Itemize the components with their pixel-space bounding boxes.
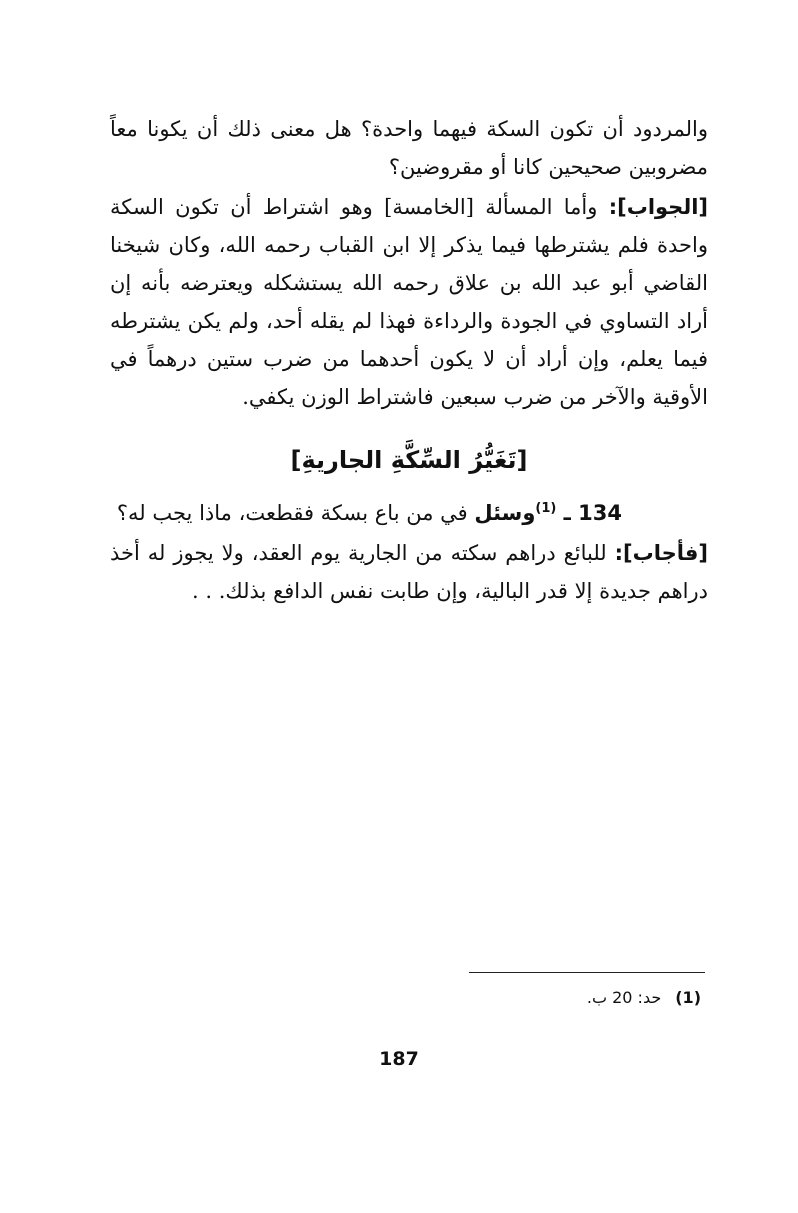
footnote-divider <box>469 972 705 973</box>
answer-text: للبائع دراهم سكته من الجارية يوم العقد، ولا يجوز له أخذ دراهم جديدة إلا قدر البالية، وإن طابت نفس الدافع بذلك. . . <box>110 541 708 603</box>
page-body <box>110 110 708 610</box>
paragraph-1 <box>110 110 708 186</box>
answer-paragraph <box>110 534 708 610</box>
paragraph-2-text: وأما المسألة [الخامسة] وهو اشتراط أن تكون السكة واحدة فلم يشترطها فيما يذكر إلا ابن القباب رحمه الله، وكان شيخنا القاضي أبو عبد الله بن علاق رحمه الله يستشكله ويعترضه بأنه إن أراد التساوي في الجودة والرداءة فهذا لم يقله أحد، ولم يكن يشترطه فيما يعلم، وإن أراد أن لا يكون أحدهما من ضرب ستين درهماً في الأوقية والآخر من ضرب سبعين فاشتراط الوزن يكفي. <box>110 195 708 409</box>
page-number: 187 <box>379 1048 419 1070</box>
footnote-number: (1) <box>675 988 701 1007</box>
paragraph-1-text: والمردود أن تكون السكة فيهما واحدة؟ هل معنى ذلك أن يكونا معاً مضروبين صحيحين كانا أو مقروضين؟ <box>110 117 708 179</box>
question-verb: وسئل <box>474 501 536 525</box>
footnote-reference[interactable]: (1) <box>535 501 557 516</box>
question-text: في من باع بسكة فقطعت، ماذا يجب له؟ <box>116 501 475 525</box>
answer-lead-label: [الجواب]: <box>608 195 708 219</box>
answer-lead: [فأجاب]: <box>614 541 708 565</box>
footnote <box>587 986 701 1010</box>
footnote-text: حد: 20 ب. <box>586 988 662 1007</box>
question-number: 134 <box>578 501 622 525</box>
section-heading: [تَغَيُّرُ السِّكَّةِ الجاريةِ] <box>290 446 528 474</box>
paragraph-2 <box>110 188 708 416</box>
question-separator: ـ <box>556 501 579 525</box>
question-134 <box>110 490 708 532</box>
